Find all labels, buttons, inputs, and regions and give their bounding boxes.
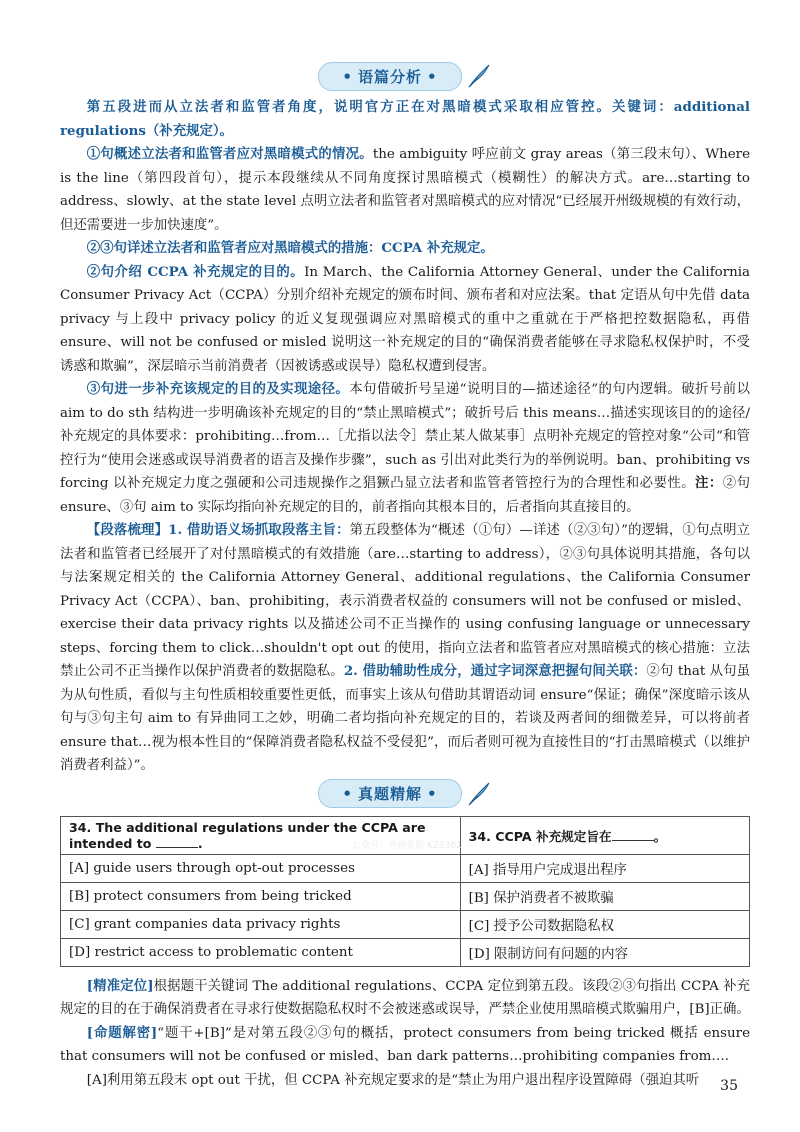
paragraph-summary [60,519,750,778]
sentence3-paragraph [60,378,750,519]
sentence23-head: ②③句详述立法者和监管者应对黑暗模式的措施：CCPA 补充规定。 [86,240,494,256]
paragraph-summary-label: 【段落梳理】 [86,522,169,538]
summary-point2-head: 2. 借助辅助性成分，通过字词深意把握句间关联： [343,663,647,679]
option-row-d [61,938,750,966]
sentence2-paragraph [60,261,750,379]
quill-icon [466,63,492,89]
option-d-en: [D] restrict access to problematic content [61,938,461,966]
answer-blank [612,828,654,841]
summary-point1-head: 1. 借助语义场抓取段落主旨： [168,522,350,538]
sentence2-head: ②句介绍 CCPA 补充规定的目的。 [86,263,305,280]
question-stem-zh: 34. CCPA 补充规定旨在 。 [460,816,749,854]
analysis-title: 语篇分析 [357,67,422,86]
solution-title: 真题精解 [357,785,422,803]
analysis-banner [60,60,750,92]
question-stem-en: 34. The additional regulations under the CCPA are intended to . [61,816,461,854]
option-d-zh: [D] 限制访问有问题的内容 [460,938,749,966]
sentence1-body: the ambiguity 呼应前文 gray areas（第三段末句）、Where is the line（第四段首句），提示本段继续从不同角度探讨黑暗模式（模糊性）的解决方式。are…starting to address、slowly、at the state level 点明立法者和监管者对黑暗模式的应对情况“已经展开州级规模的有效行动，但还需要进一步加快速度”。 [60,147,750,233]
solution-pill: • 真题精解 • [318,779,461,808]
summary-point1-body: 第五段整体为“概述（①句）—详述（②③句）”的逻辑，①句点明立法者和监管者已经展开了对付黑暗模式的有效措施（are…starting to address），②③句具体说明其措施，各句以与法案规定相关的 the California Attorney General、additional regulations、the California Consumer Privacy Act（CCPA）、ban、prohibiting，表示消费者权益的 consumers will not be confused or misled、exercise their data privacy rights 以及描述公司不正当操作的 using confusing language or unnecessary steps、forcing them to click…shouldn't opt out 的使用，指向立法者和监管者应对黑暗模式的核心措施：立法禁止公司不正当操作以保护消费者的数据隐私。 [60,523,751,679]
note-label: 注： [695,475,723,491]
note-body: ②句 ensure、③句 aim to 实际均指向补充规定的目的，前者指向其根本目的，后者指向其直接目的。 [60,476,751,515]
option-a-zh: [A] 指导用户完成退出程序 [460,854,749,882]
sentence2-body: In March、the California Attorney General、under the California Consumer Privacy Act（CCPA）分别介绍补充规定的颁布时间、颁布者和对应法案。that 定语从句中先借 data privacy 与上段中 privacy policy 的近义复现强调应对黑暗模式的重中之重就在于严格把控数据隐私，再借 ensure、will not be confused or misled 说明这一补充规定的目的“确保消费者能够在寻求隐私权保护时，不受诱惑和欺骗”，深层暗示当前消费者（因被诱惑或误导）隐私权遭到侵害。 [60,264,750,374]
option-b-en: [B] protect consumers from being tricked [61,882,461,910]
analysis-pill: • 语篇分析 • [318,62,461,91]
option-a-analysis: [A]利用第五段末 opt out 干扰，但 CCPA 补充规定要求的是“禁止为用户退出程序设置障碍（强迫其听 [86,1072,700,1088]
page-content [60,60,750,1092]
option-b-zh: [B] 保护消费者不被欺骗 [460,882,749,910]
option-a-en: [A] guide users through opt-out processes [61,854,461,882]
option-c-zh: [C] 授予公司数据隐私权 [460,910,749,938]
sentence3-body: 本句借破折号呈递“说明目的—描述途径”的句内逻辑。破折号前以 aim to do sth 结构进一步明确该补充规定的目的“禁止黑暗模式”；破折号后 this means…描述实现该目的的途径/补充规定的具体要求：prohibiting…from…［尤指以法令］禁止某人做某事］点明补充规定的管控对象“公司”和管控行为“使用会迷惑或误导消费者的语言及操作步骤”，such as 引出对此类行为的举例说明。ban、prohibiting vs forcing 以补充规定力度之强硬和公司违规操作之猖獗凸显立法者和监管者管控行为的合理性和必要性。 [60,382,750,491]
option-c-en: [C] grant companies data privacy rights [61,910,461,938]
watermark: 公众号：考研英语 KZ0301 [352,841,462,851]
locate-body: 根据题干关键词 The additional regulations、CCPA 定位到第五段。该段②③句指出 CCPA 补充规定的目的在于确保消费者在寻求行使数据隐私权时不会被迷惑或误导，严禁企业使用黑暗模式欺骗用户，[B]正确。 [60,978,751,1017]
sentence3-head: ③句进一步补充该规定的目的及实现途径。 [86,381,350,397]
summary-point2-body: ②句 that 从句虽为从句性质，看似与主句性质相较重要性更低，而事实上该从句借助其谓语动词 ensure“保证；确保”深度暗示该从句与③句主句 aim to 有异曲同工之妙，明确二者均指向补充规定的目的，若谈及两者间的细微差异，可以将前者 ensure that…视为根本性目的“保障消费者隐私权益不受侵犯”，而后者则可视为直接性目的“打击黑暗模式（以维护消费者利益）”。 [60,664,751,773]
answer-blank [156,835,198,848]
quill-icon [466,781,492,807]
locate-label: [精准定位] [86,977,154,994]
solution-banner [60,778,750,810]
sentence1-head: ①句概述立法者和监管者应对黑暗模式的情况。 [86,146,373,162]
decode-label: [命题解密] [86,1024,158,1041]
option-row-b [61,882,750,910]
sentence1-paragraph [60,143,750,237]
option-row-a [61,854,750,882]
page-number: 35 [720,1078,738,1094]
decode-body: “题干+[B]”是对第五段②③句的概括，protect consumers from being tricked 概括 ensure that consumers will not be confused or misled、ban dark patterns…prohibiting companies from…. [60,1025,750,1064]
decode-paragraph [60,1022,750,1069]
analysis-intro: 第五段进而从立法者和监管者角度，说明官方正在对黑暗模式采取相应管控。关键词：additional regulations（补充规定）。 [60,99,750,139]
option-row-c [61,910,750,938]
locate-paragraph [60,975,750,1022]
